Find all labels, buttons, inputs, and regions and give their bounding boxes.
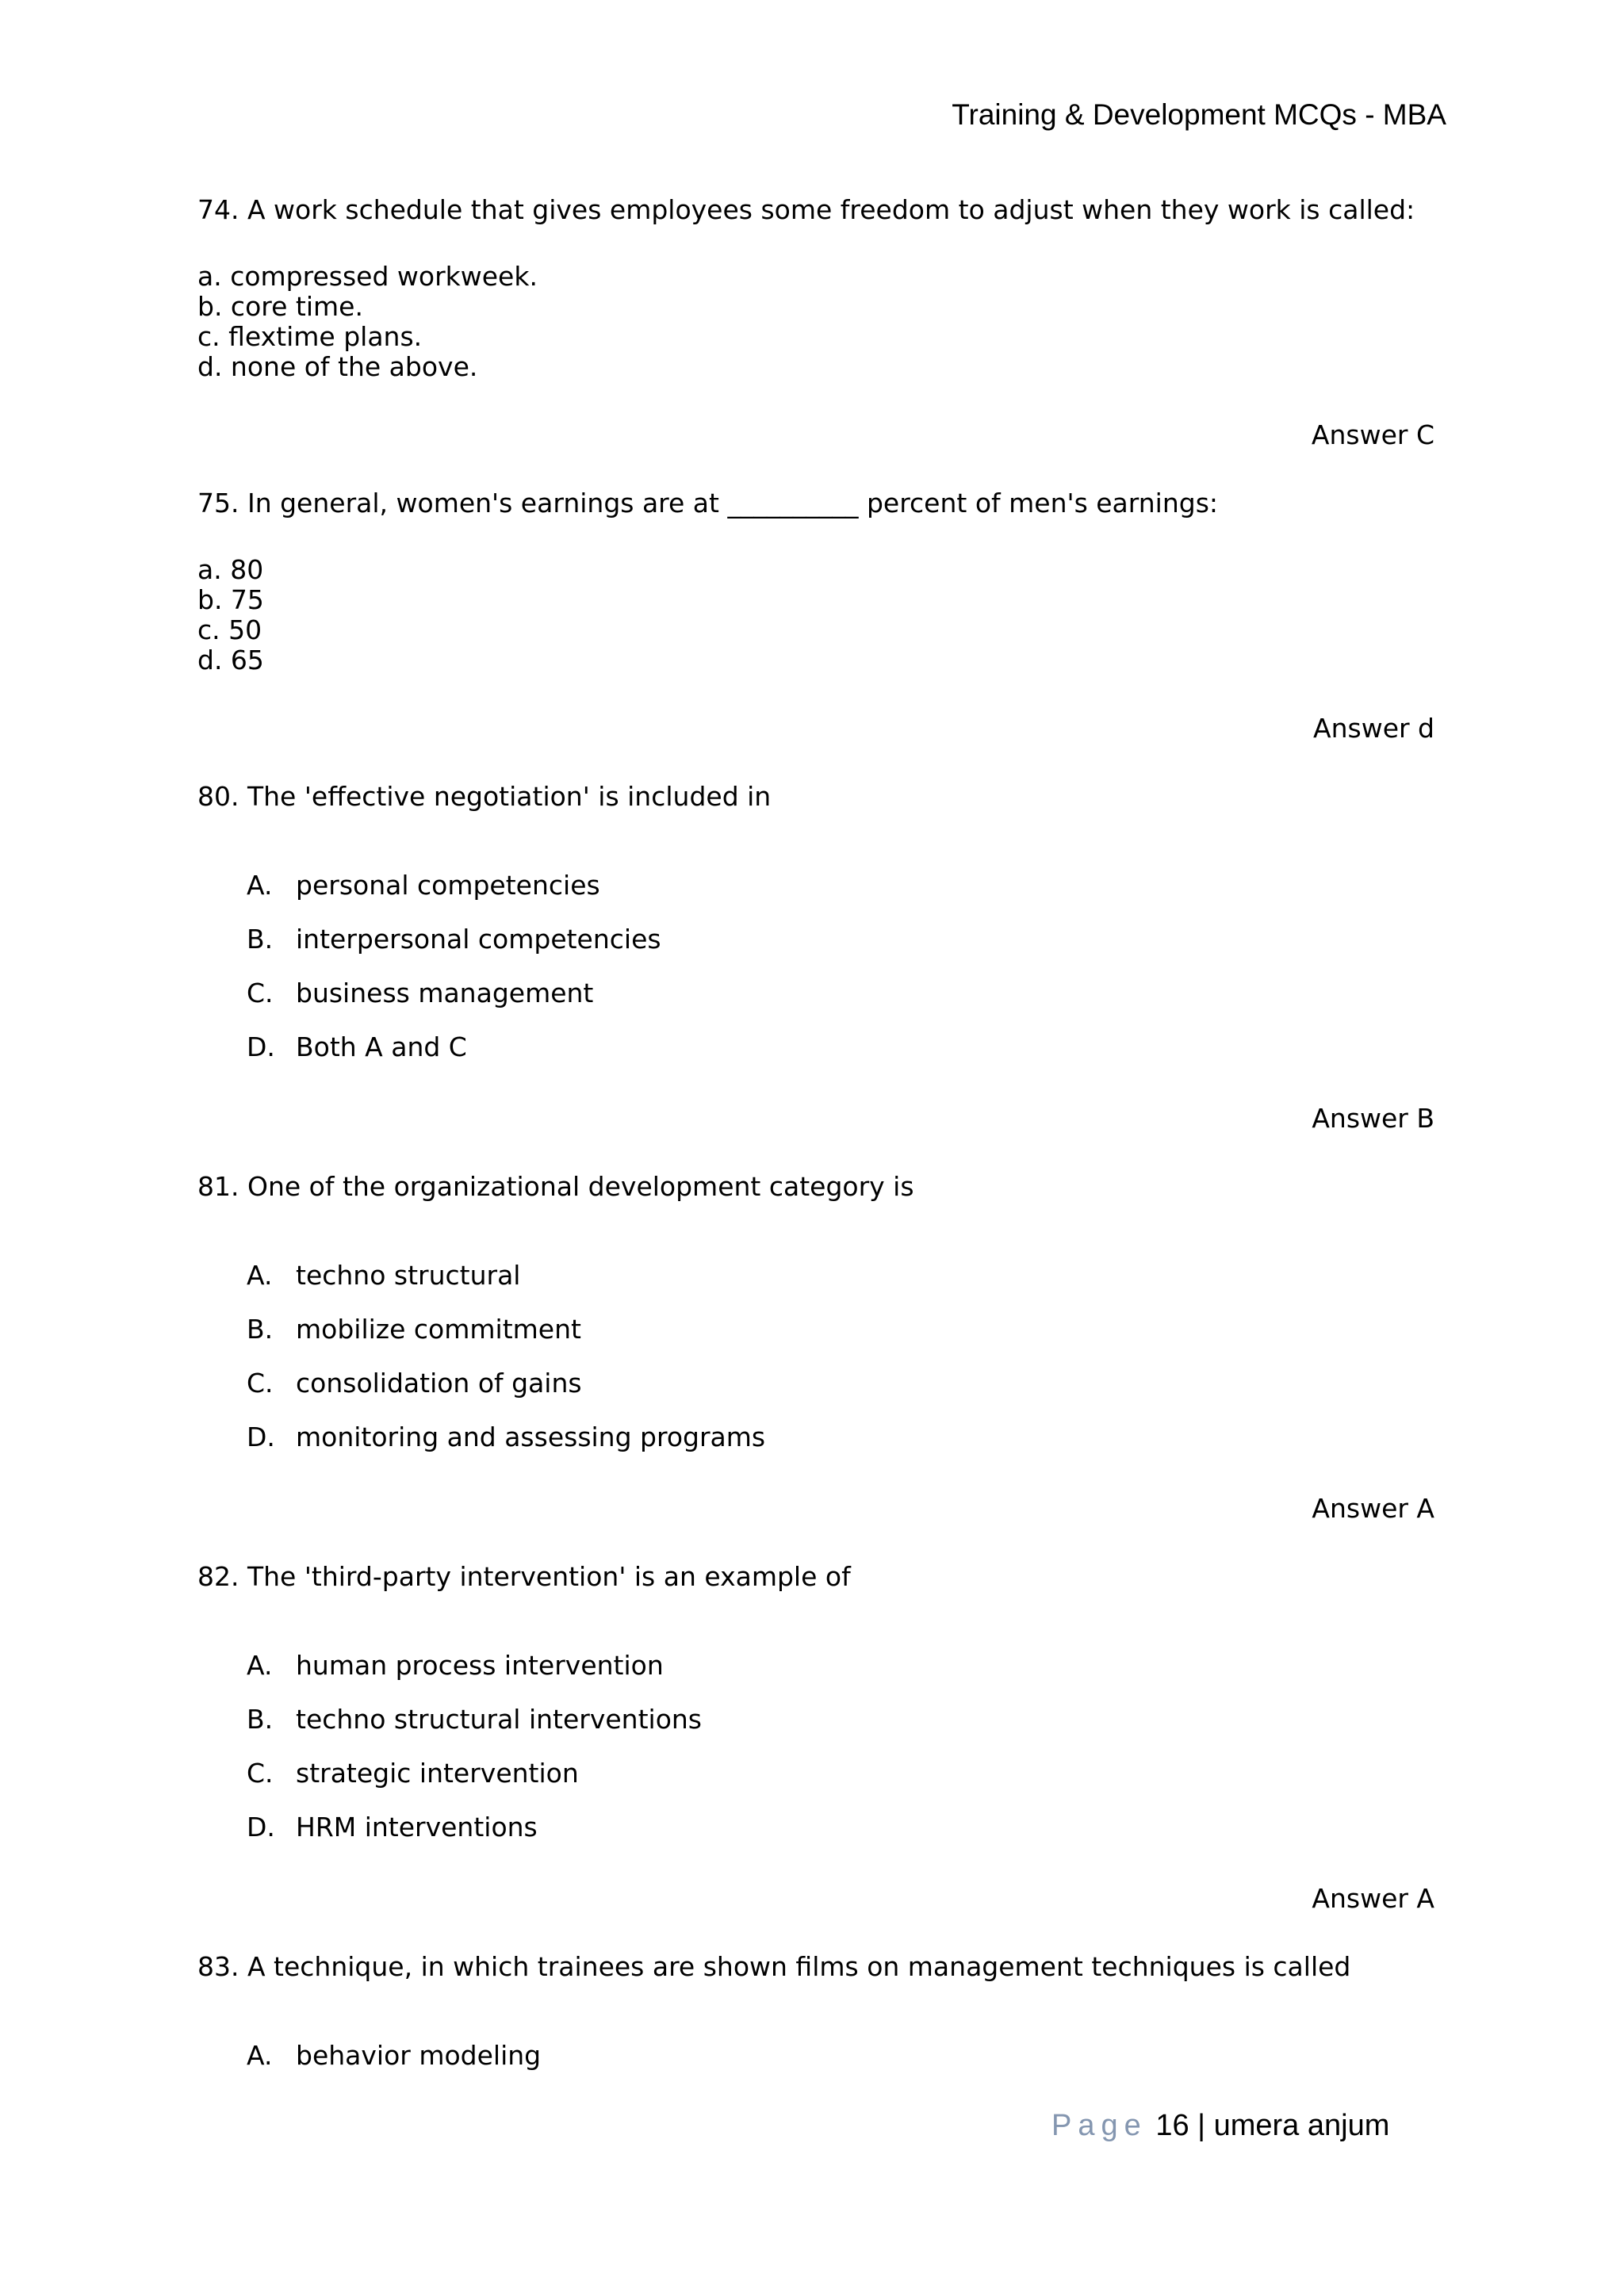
option: d. none of the above. [197,351,478,382]
answer-text: Answer C [1311,419,1434,450]
option [197,1261,1434,1291]
page-label: Page [1051,2109,1147,2142]
option-text: interpersonal competencies [296,924,661,955]
options-list [197,555,1434,675]
question-block [197,195,1434,450]
option: a. compressed workweek. [197,261,538,292]
option: c. 50 [197,614,262,645]
option-letter: D. [247,1031,275,1062]
question-text: 80. The 'effective negotiation' is included in [197,781,772,812]
question-text: 83. A technique, in which trainees are shown films on management techniques is called [197,1951,1351,1982]
options-list [197,1261,1434,1452]
question-text: 82. The 'third-party intervention' is an example of [197,1561,851,1592]
option-letter: A. [247,870,273,901]
page-footer [1051,2109,1389,2143]
option-text: behavior modeling [296,2040,542,2071]
page-number: 16 [1155,2109,1189,2142]
question-block [197,1952,1434,2071]
option-letter: B. [247,1704,274,1735]
option-letter: C. [247,1368,274,1399]
option: c. flextime plans. [197,321,423,352]
footer-separator: | [1197,2109,1206,2142]
option-letter: A. [247,2040,273,2071]
option [197,1368,1434,1399]
option [197,1422,1434,1452]
option: d. 65 [197,645,264,675]
answer-text: Answer d [1313,713,1434,744]
option-letter: C. [247,1758,274,1789]
option-text: HRM interventions [296,1812,538,1843]
question-text: 75. In general, women's earnings are at __________ percent of men's earnings: [197,488,1219,519]
option-text: monitoring and assessing programs [296,1422,766,1452]
question-text: 81. One of the organizational development category is [197,1171,914,1202]
option: b. 75 [197,584,264,615]
option-text: personal competencies [296,870,600,901]
option [197,1705,1434,1735]
option-letter: C. [247,978,274,1008]
option-text: consolidation of gains [296,1368,582,1399]
option [197,1812,1434,1843]
option-letter: A. [247,1650,273,1681]
question-block [197,488,1434,744]
option-text: techno structural interventions [296,1704,702,1735]
option [197,1314,1434,1345]
option: b. core time. [197,291,363,322]
options-list [197,871,1434,1062]
options-list [197,1651,1434,1843]
option-letter: D. [247,1422,275,1452]
option [197,1758,1434,1789]
document-body [197,195,1434,2095]
option [197,1651,1434,1681]
option-text: mobilize commitment [296,1314,581,1345]
page-header [952,98,1446,132]
question-block [197,1172,1434,1524]
options-list [197,2041,1434,2071]
option-letter: D. [247,1812,275,1843]
option [197,1032,1434,1062]
option [197,978,1434,1008]
option-letter: A. [247,1260,273,1291]
option [197,924,1434,955]
footer-author: umera anjum [1213,2109,1390,2142]
option-letter: B. [247,1314,274,1345]
option-text: Both A and C [296,1031,467,1062]
question-block [197,1562,1434,1914]
option: a. 80 [197,554,264,585]
option-text: business management [296,978,594,1008]
answer-text: Answer B [1312,1103,1434,1134]
option-letter: B. [247,924,274,955]
answer-text: Answer A [1312,1883,1434,1914]
header-title: Training & Development MCQs - MBA [952,98,1446,131]
options-list [197,262,1434,382]
option-text: human process intervention [296,1650,664,1681]
option-text: techno structural [296,1260,521,1291]
option-text: strategic intervention [296,1758,579,1789]
question-text: 74. A work schedule that gives employees some freedom to adjust when they work is called: [197,194,1415,225]
answer-text: Answer A [1312,1493,1434,1524]
option [197,2041,1434,2071]
option [197,871,1434,901]
question-block [197,782,1434,1134]
